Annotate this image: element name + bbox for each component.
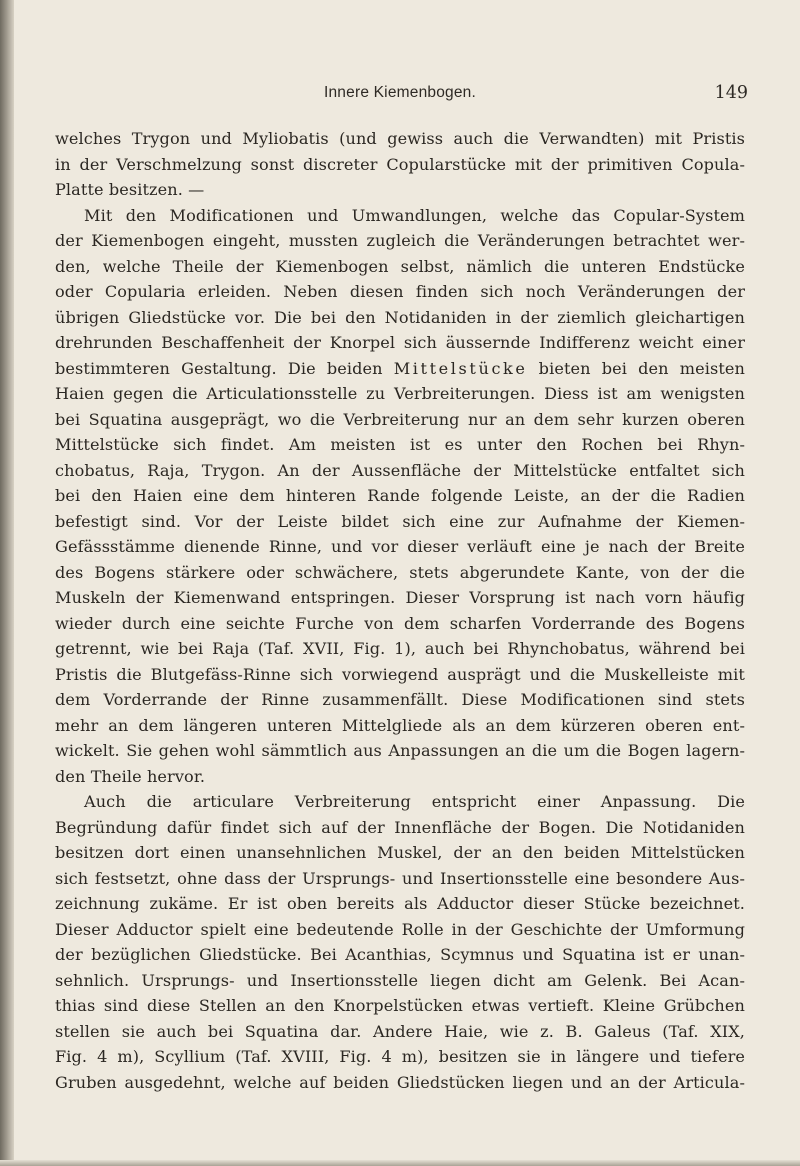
text-line: wickelt. Sie gehen wohl sämmtlich aus Anpassungen an die um die Bogen lagern- [55, 741, 745, 760]
text-line: Pristis die Blutgefäss-Rinne sich vorwiegend ausprägt und die Muskelleiste mit [55, 664, 745, 684]
text-line: Mittelstücke sich findet. Am meisten ist es unter den Rochen bei Rhyn- [55, 435, 745, 454]
text-line: der bezüglichen Gliedstücke. Bei Acanthias, Scymnus und Squatina ist er unan- [55, 945, 745, 964]
text-line: welches Trygon und Myliobatis (und gewiss auch die Verwandten) mit Pristis [55, 129, 745, 148]
page-header [52, 84, 748, 110]
page-number: 149 [714, 83, 748, 103]
text-line: Gruben ausgedehnt, welche auf beiden Gliedstücken liegen und an der Articula- [55, 1072, 745, 1092]
text-line: Auch die articulare Verbreiterung entspricht einer Anpassung. Die [84, 792, 745, 811]
running-title: Innere Kiemenbogen. [323, 84, 477, 101]
text-line: getrennt, wie bei Raja (Taf. XVII, Fig. 1), auch bei Rhynchobatus, während bei [55, 639, 745, 658]
body-text [55, 126, 745, 1095]
text-line: Mit den Modificationen und Umwandlungen, welche das Copular-System [84, 205, 745, 225]
text-line: des Bogens stärkere oder schwächere, stets abgerundete Kante, von der die [55, 562, 745, 582]
text-line: bei den Haien eine dem hinteren Rande folgende Leiste, an der die Radien [55, 486, 745, 505]
text-line: sich festsetzt, ohne dass der Ursprungs- und Insertionsstelle eine besondere Aus- [55, 868, 745, 888]
emphasized-term: Mittelstücke [393, 358, 528, 378]
text-segment: bieten bei den meisten [527, 358, 746, 378]
text-line: Gefässstämme dienende Rinne, und vor dieser verläuft eine je nach der Breite [55, 537, 745, 556]
text-line: thias sind diese Stellen an den Knorpelstücken etwas vertieft. Kleine Grübchen [55, 996, 745, 1015]
text-line: besitzen dort einen unansehnlichen Muskel, der an den beiden Mittelstücken [55, 843, 745, 862]
text-line: Platte besitzen. — [55, 180, 205, 199]
text-line: den Theile hervor. [55, 766, 206, 786]
text-line: bei Squatina ausgeprägt, wo die Verbreiterung nur an dem sehr kurzen oberen [55, 409, 745, 429]
text-line: in der Verschmelzung sonst discreter Copularstücke mit der primitiven Copula- [55, 154, 745, 174]
text-line: zeichnung zukäme. Er ist oben bereits als Adductor dieser Stücke bezeichnet. [55, 894, 745, 913]
page-bottom-edge [0, 1160, 800, 1166]
text-line: wieder durch eine seichte Furche von dem scharfen Vorderrande des Bogens [55, 613, 745, 633]
text-line: oder Copularia erleiden. Neben diesen finden sich noch Veränderungen der [55, 282, 745, 301]
text-line: übrigen Gliedstücke vor. Die bei den Notidaniden in der ziemlich gleichartigen [55, 307, 745, 327]
text-line: Haien gegen die Articulationsstelle zu Verbreiterungen. Diess ist am wenigsten [55, 384, 745, 403]
text-segment: bestimmteren Gestaltung. Die beiden [55, 358, 394, 378]
text-line: stellen sie auch bei Squatina dar. Andere Haie, wie z. B. Galeus (Taf. XIX, [55, 1021, 745, 1041]
text-line: Muskeln der Kiemenwand entspringen. Dieser Vorsprung ist nach vorn häufig [55, 588, 745, 607]
text-line: Fig. 4 m), Scyllium (Taf. XVIII, Fig. 4 m), besitzen sie in längere und tiefere [55, 1047, 745, 1066]
text-line: Begründung dafür findet sich auf der Innenfläche der Bogen. Die Notidaniden [55, 817, 745, 837]
text-line: sehnlich. Ursprungs- und Insertionsstelle liegen dicht am Gelenk. Bei Acan- [55, 970, 745, 990]
text-line: Dieser Adductor spielt eine bedeutende Rolle in der Geschichte der Umformung [55, 919, 745, 939]
book-spine-shadow [0, 0, 14, 1166]
text-line: drehrunden Beschaffenheit der Knorpel sich äussernde Indifferenz weicht einer [55, 333, 745, 352]
text-line: der Kiemenbogen eingeht, mussten zugleich die Veränderungen betrachtet wer- [55, 231, 745, 250]
text-line-with-emphasis [55, 356, 745, 382]
text-line: dem Vorderrande der Rinne zusammenfällt. Diese Modificationen sind stets [55, 690, 745, 709]
text-line: mehr an dem längeren unteren Mittelgliede als an dem kürzeren oberen ent- [55, 715, 745, 735]
text-line: den, welche Theile der Kiemenbogen selbst, nämlich die unteren Endstücke [55, 256, 745, 276]
text-line: chobatus, Raja, Trygon. An der Aussenfläche der Mittelstücke entfaltet sich [55, 460, 745, 480]
text-line: befestigt sind. Vor der Leiste bildet sich eine zur Aufnahme der Kiemen- [55, 511, 745, 531]
